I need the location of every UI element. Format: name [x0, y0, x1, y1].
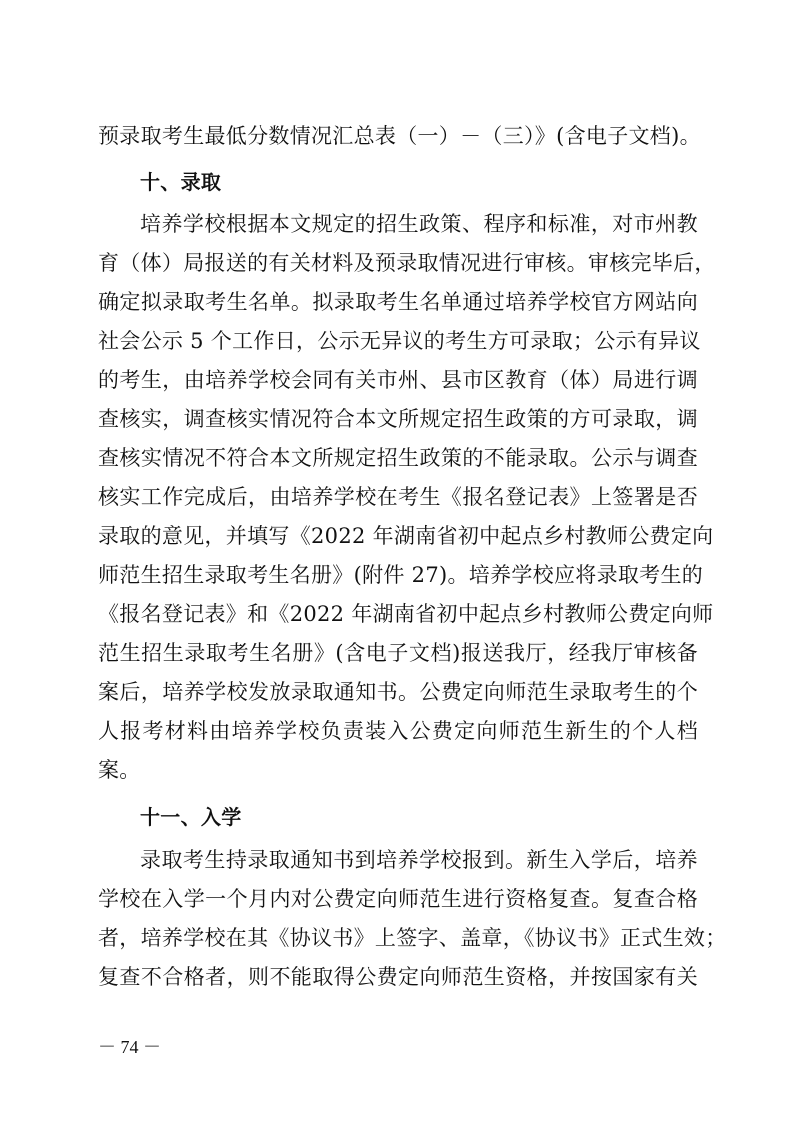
text-line: 的考生，由培养学校会同有关市州、县市区教育（体）局进行调 [98, 368, 698, 392]
text-line: 预录取考生最低分数情况汇总表（一）－（三）》(含电子文档)。 [98, 124, 701, 148]
text-line: 学校在入学一个月内对公费定向师范生进行资格复查。复查合格 [98, 887, 698, 911]
text-line: 培养学校根据本文规定的招生政策、程序和标准，对市州教 [140, 212, 698, 236]
text-line: 录取的意见，并填写《2022 年湖南省初中起点乡村教师公费定向 [98, 524, 714, 548]
text-line: 《报名登记表》和《2022 年湖南省初中起点乡村教师公费定向师 [98, 602, 714, 626]
text-line: 社会公示 5 个工作日，公示无异议的考生方可录取；公示有异议 [98, 329, 701, 353]
text-line: 案。 [98, 758, 141, 782]
text-line: 确定拟录取考生名单。拟录取考生名单通过培养学校官方网站向 [98, 290, 698, 314]
text-line: 人报考材料由培养学校负责装入公费定向师范生新生的个人档 [98, 719, 698, 743]
text-line: 师范生招生录取考生名册》(附件 27)。培养学校应将录取考生的 [98, 563, 704, 587]
section-heading-enrollment: 十一、入学 [140, 805, 242, 829]
text-line: 查核实，调查核实情况符合本文所规定招生政策的方可录取，调 [98, 407, 698, 431]
section-heading-admission: 十、录取 [140, 170, 222, 194]
text-line: 案后，培养学校发放录取通知书。公费定向师范生录取考生的个 [98, 680, 698, 704]
text-line: 录取考生持录取通知书到培养学校报到。新生入学后，培养 [140, 848, 698, 872]
text-line: 复查不合格者，则不能取得公费定向师范生资格，并按国家有关 [98, 965, 698, 989]
text-line: 者，培养学校在其《协议书》上签字、盖章，《协议书》正式生效； [98, 926, 727, 950]
text-line: 核实工作完成后，由培养学校在考生《报名登记表》上签署是否 [98, 485, 698, 509]
text-line: 范生招生录取考生名册》(含电子文档)报送我厅，经我厅审核备 [98, 641, 698, 665]
text-line: 育（体）局报送的有关材料及预录取情况进行审核。审核完毕后， [98, 251, 716, 275]
text-line: 查核实情况不符合本文所规定招生政策的不能录取。公示与调查 [98, 446, 698, 470]
page-number: － 74 － [98, 1037, 161, 1057]
